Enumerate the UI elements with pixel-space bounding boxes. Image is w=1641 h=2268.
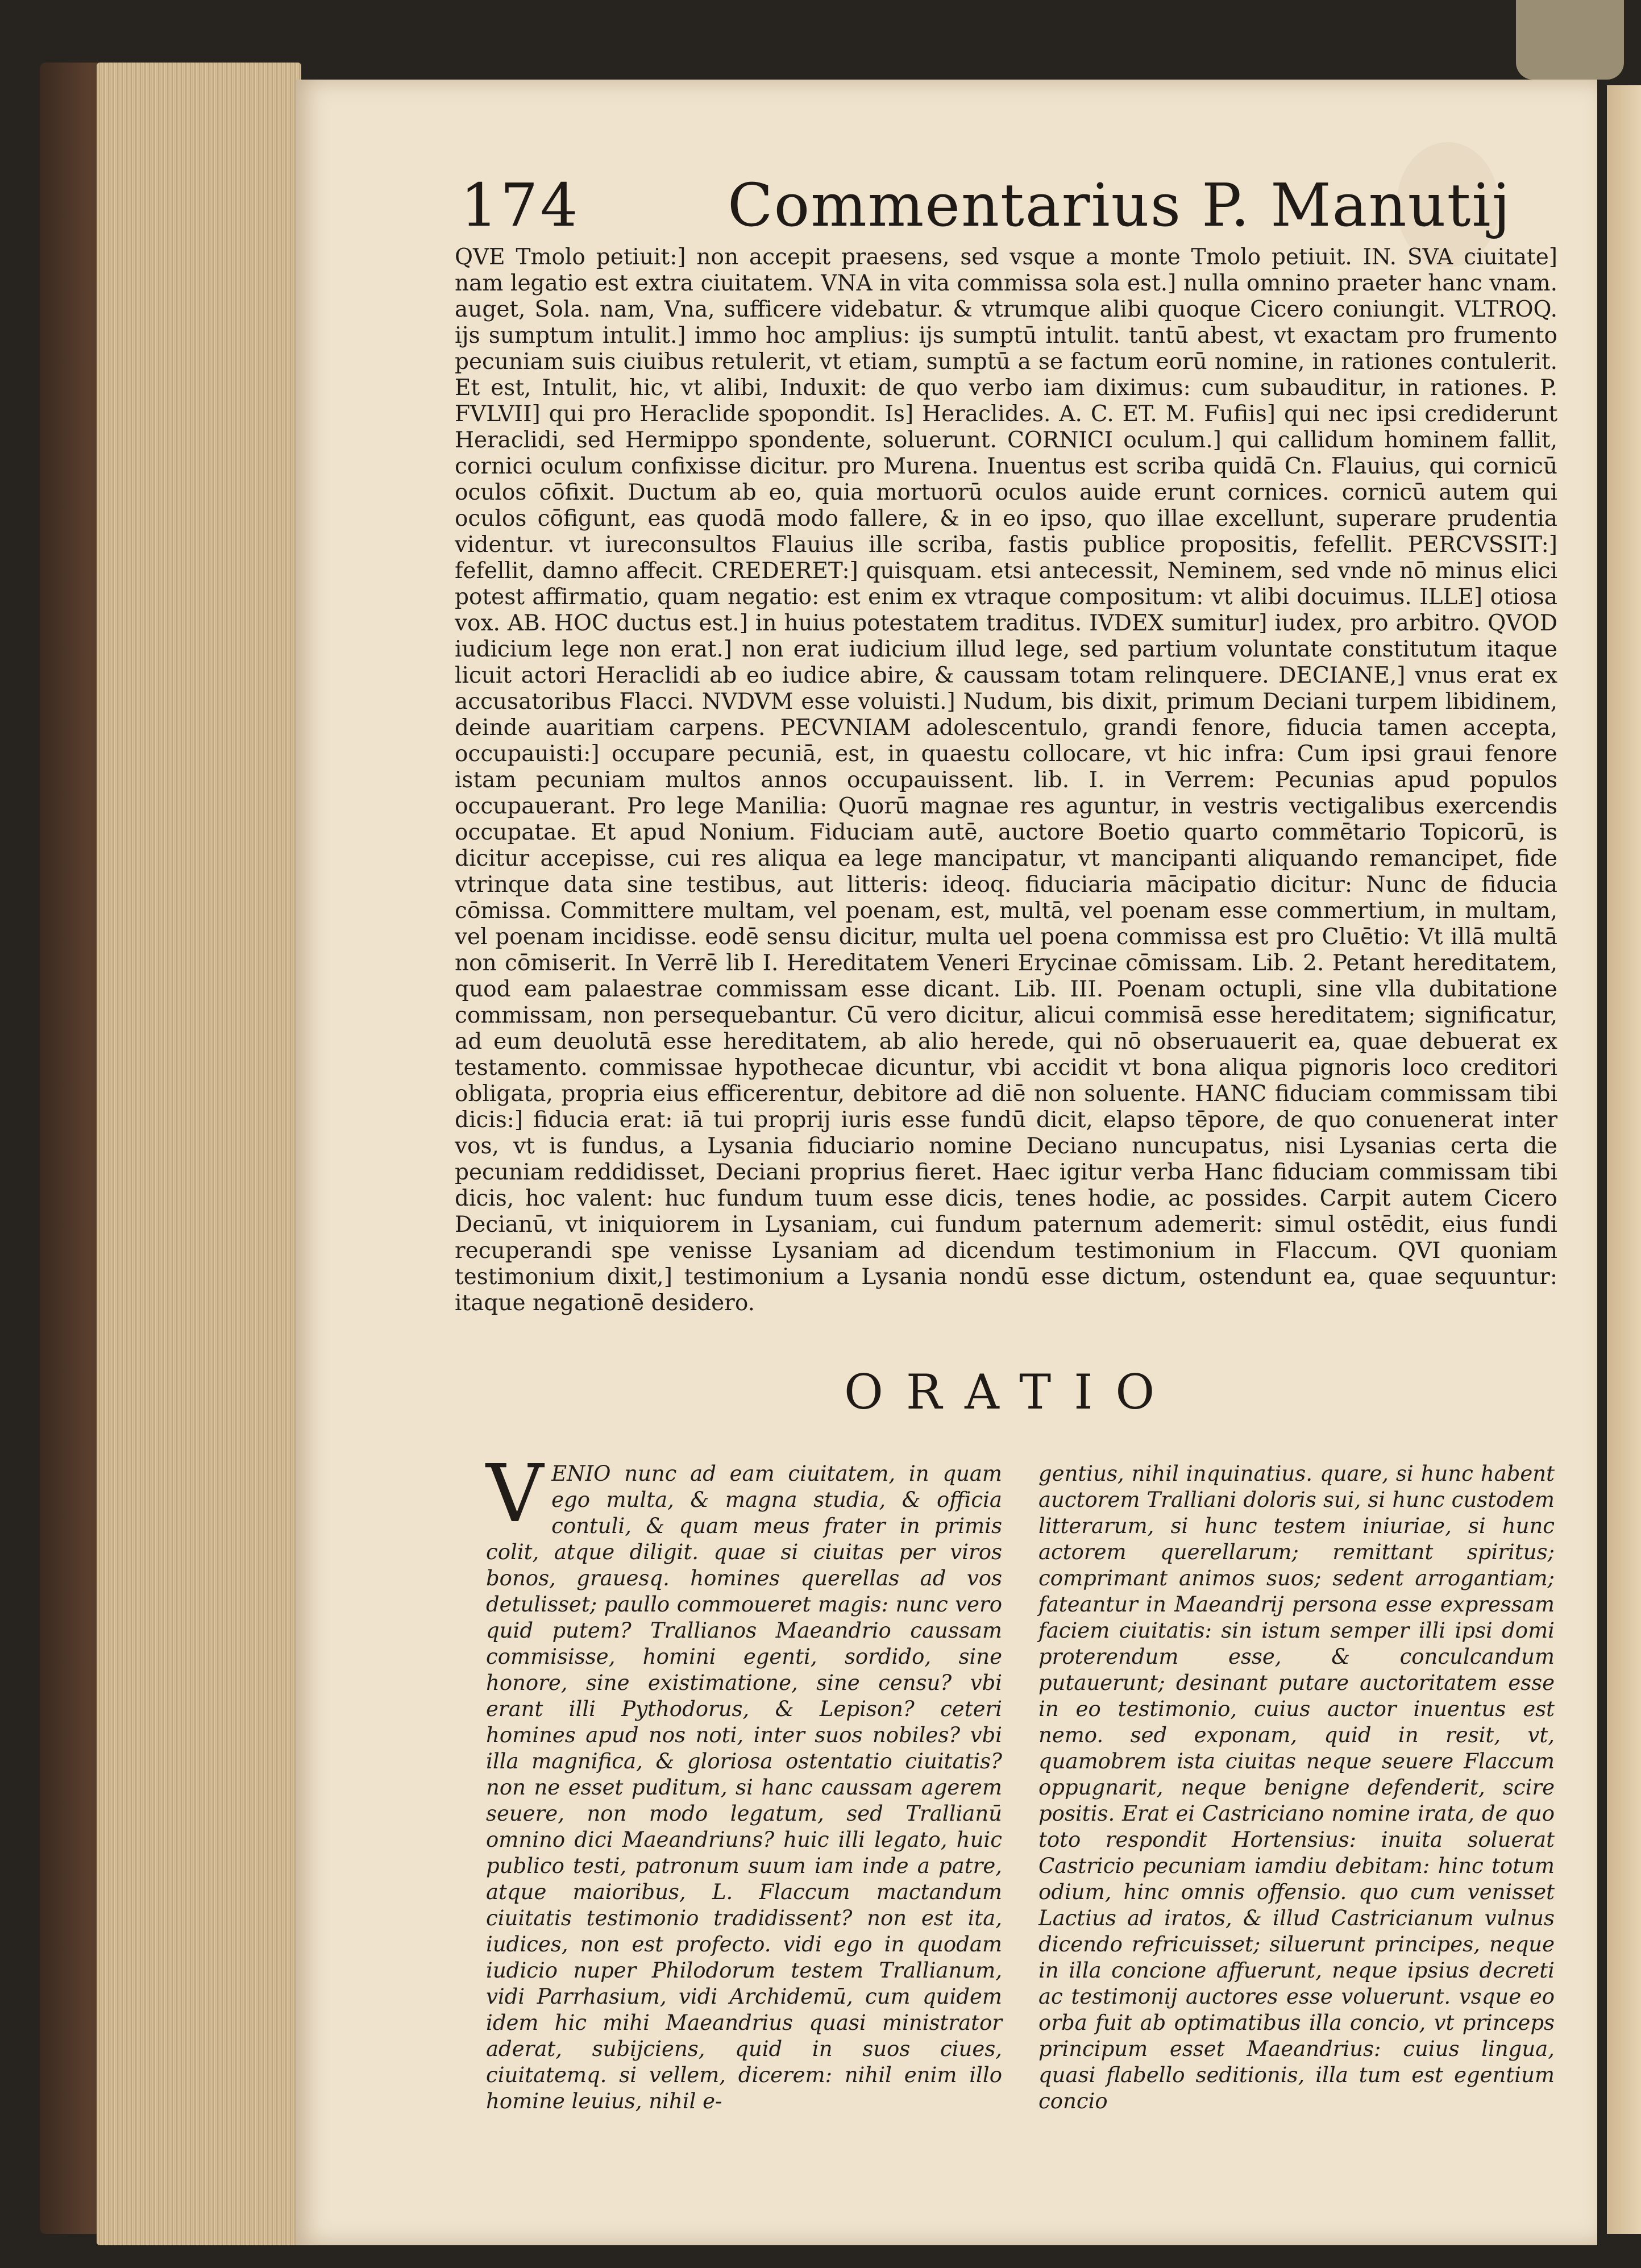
drop-cap: V — [486, 1448, 544, 1540]
page-edges — [97, 63, 301, 2245]
page-header — [460, 171, 1540, 250]
facing-page-edge — [1607, 85, 1641, 2234]
running-title: Commentarius P. Manutij — [728, 171, 1511, 240]
binding-thread — [1516, 0, 1624, 80]
oration-heading: ORATIO — [844, 1364, 1178, 1420]
folio-number: 174 — [460, 171, 580, 240]
commentary-text: QVE Tmolo petiuit:] non accepit praesens, sed vsque a monte Tmolo petiuit. IN. SVA ciuitate] nam legatio est extra ciuitatem. VNA in vita commissa sola est.] nulla omnino praeter hanc vnam. auget, Sola. nam, Vna, sufficere videbatur. & vtrumque alibi quoque Cicero coniungit. VLTROQ. ijs sumptum intulit.] immo hoc amplius: ijs sumptū intulit. tantū abest, vt exactam pro frumento pecuniam suis ciuibus retulerit, vt etiam, sumptū a se factum eorū nomine, in rationes contulerit. Et est, Intulit, hic, vt alibi, Induxit: de quo verbo iam diximus: cum subauditur, in rationes. P. FVLVII] qui pro Heraclide spopondit. Is] Heraclides. A. C. ET. M. Fufiis] qui nec ipsi crediderunt Heraclidi, sed Hermippo spondente, soluerunt. CORNICI oculum.] qui callidum hominem fallit, cornici oculum confixisse dicitur. pro Murena. Inuentus est scriba quidā Cn. Flauius, qui cornicū oculos cōfixit. Ductum ab eo, quia mortuorū oculos auide erunt cornices. cornicū autem qui oculos cōfigunt, eas quodā modo fallere, & in eo ipso, quo illae excellunt, superare prudentia videntur. vt iureconsultos Flauius ille scriba, fastis publice propositis, fefellit. PERCVSSIT:] fefellit, damno affecit. CREDERET:] quisquam. etsi antecessit, Neminem, sed vnde nō minus elici potest affirmatio, quam negatio: est enim ex vtraque compositum: vt alibi docuimus. ILLE] otiosa vox. AB. HOC ductus est.] in huius potestatem traditus. IVDEX sumitur] iudex, pro arbitro. QVOD iudicium lege non erat.] non erat iudicium illud lege, sed partium voluntate constitutum itaque licuit actori Heraclidi ab eo iudice abire, & caussam totam relinquere. DECIANE,] vnus erat ex accusatoribus Flacci. NVDVM esse voluisti.] Nudum, bis dixit, primum Deciani turpem libidinem, deinde auaritiam carpens. PECVNIAM adolescentulo, grandi fenore, fiducia tamen accepta, occupauisti:] occupare pecuniā, est, in quaestu collocare, vt hic infra: Cum ipsi graui fenore istam pecuniam multos annos occupauissent. lib. I. in Verrem: Pecunias apud populos occupauerant. Pro lege Manilia: Quorū magnae res aguntur, in vestris vectigalibus exercendis occupatae. Et apud Nonium. Fiduciam autē, auctore Boetio quarto commētario Topicorū, is dicitur accepisse, cui res aliqua ea lege mancipatur, vt mancipanti aliquando remancipet, fide vtrinque data sine testibus, aut litteris: ideoq. fiduciaria mācipatio dicitur: Nunc de fiducia cōmissa. Committere multam, vel poenam, est, multā, vel poenam esse commertium, in multam, vel poenam incidisse. eodē sensu dicitur, multa uel poena commissa est pro Cluētio: Vt illā multā non cōmiserit. In Verrē lib I. Hereditatem Veneri Erycinae cōmissam. Lib. 2. Petant hereditatem, quod eam palaestrae commissam esse dicant. Lib. III. Poenam octupli, sine vlla dubitatione commissam, non persequebantur. Cū vero dicitur, alicui commisā esse hereditatem; significatur, ad eum deuolutā esse hereditatem, ab alio herede, qui nō obseruauerit ea, quae debuerat ex testamento. commissae hypothecae dicuntur, vbi accidit vt bona aliqua pignoris loco creditori obligata, propria eius efficerentur, debitore ad diē non soluente. HANC fiduciam commissam tibi dicis:] fiducia erat: iā tui proprij iuris esse fundū dicit, elapso tēpore, de quo conuenerat inter vos, vt is fundus, a Lysania fiduciario nomine Deciano nuncupatus, nisi Lysanias certa die pecuniam reddidisset, Deciani proprius fieret. Haec igitur verba Hanc fiduciam commissam tibi dicis, hoc valent: huc fundum tuum esse dicis, tenes hodie, ac possides. Carpit autem Cicero Decianū, vt iniquiorem in Lysaniam, cui fundum paternum ademerit: simul ostēdit, eius fundi recuperandi spe venisse Lysaniam ad dicendum testimonium in Flaccum. QVI quoniam testimonium dixit,] testimonium a Lysania nondū esse dictum, ostendunt ea, quae sequuntur: itaque negationē desidero. — [455, 244, 1557, 1316]
oration-body — [486, 1448, 1555, 2115]
oration-col1-text: ENIO nunc ad eam ciuitatem, in quam ego multa, & magna studia, & officia contuli, & quam meus frater in primis colit, atque diligit. quae si ciuitas per viros bonos, grauesq. homines querellas ad vos detulisset; paullo commoueret magis: nunc vero quid putem? Trallianos Maeandrio caussam commisisse, homini egenti, sordido, sine honore, sine existimatione, sine censu? vbi erant illi Pythodorus, & Lepison? ceteri homines apud nos noti, inter suos nobiles? vbi illa magnifica, & gloriosa ostentatio ciuitatis? non ne esset puditum, si hanc caussam agerem seuere, non modo legatum, sed Trallianū omnino dici Maeandriuns? huic illi legato, huic publico testi, patronum suum iam inde a patre, atque maioribus, L. Flaccum mactandum ciuitatis testimonio tradidissent? non est ita, iudices, non est profecto. vidi ego in quodam iudicio nuper Philodorum testem Trallianum, vidi Parrhasium, vidi Archidemū, cum quidem idem hic mihi Maeandrius quasi ministrator aderat, subijciens, quid in suos ciues, ciuitatemq. si vellem, dicerem: nihil enim illo homine leuius, nihil e- — [486, 1461, 1002, 2113]
oration-column-left — [486, 1448, 1002, 2115]
oration-column-right — [1038, 1461, 1555, 2115]
oration-col2-text: gentius, nihil inquinatius. quare, si hunc habent auctorem Tralliani doloris sui, si hunc custodem litterarum, si hunc testem iniuriae, si hunc actorem querellarum; remittant spiritus; comprimant animos suos; sedent arrogantiam; fateantur in Maeandrij persona esse expressam faciem ciuitatis: sin istum semper illi ipsi domi proterendum esse, & conculcandum putauerunt; desinant putare auctoritatem esse in eo testimonio, cuius auctor inuentus est nemo. sed exponam, quid in resit, vt, quamobrem ista ciuitas neque seuere Flaccum oppugnarit, neque benigne defenderit, scire positis. Erat ei Castriciano nomine irata, de quo toto respondit Hortensius: inuita soluerat Castricio pecuniam iamdiu debitam: hinc totum odium, hinc omnis offensio. quo cum venisset Lactius ad iratos, & illud Castricianum vulnus dicendo refricuisset; siluerunt principes, neque in illa concione affuerunt, neque ipsius decreti ac testimonij auctores esse voluerunt. vsque eo orba fuit ab optimatibus illa concio, vt princeps principum esset Maeandrius: cuius lingua, quasi flabello seditionis, illa tum est egentium concio — [1038, 1461, 1555, 2113]
